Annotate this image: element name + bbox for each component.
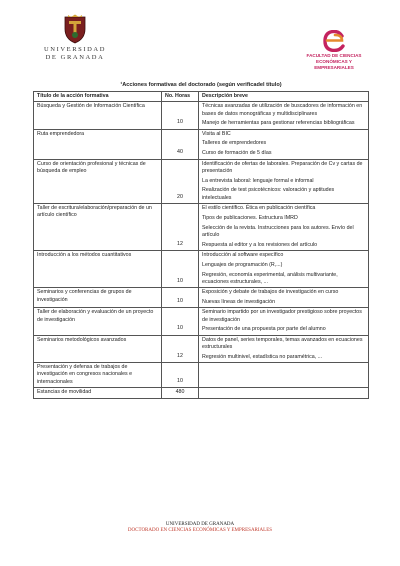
table-row — [34, 102, 369, 129]
table-row — [34, 335, 369, 362]
description-item: Presentación de una propuesta por parte del alumno — [202, 326, 326, 333]
training-actions-table — [33, 91, 369, 399]
description-item: Seminario impartido por un investigador prestigioso sobre proyectos de investigación — [202, 309, 362, 323]
table-header-row — [34, 92, 369, 102]
table-row — [34, 363, 369, 388]
action-title: Introducción a los métodos cuantitativos — [34, 251, 162, 288]
action-hours: 480 — [162, 388, 199, 399]
description-item: Realización de test psicotécnicos: valoración y aptitudes intelectuales — [202, 187, 335, 201]
action-hours: 10 — [162, 102, 199, 129]
action-hours: 10 — [162, 308, 199, 335]
action-hours: 12 — [162, 335, 199, 362]
description-item: Talleres de emprendedores — [202, 140, 267, 147]
action-title: Presentación y defensa de trabajos de investigación en congresos nacionales e internacionales — [34, 363, 162, 388]
footer-university: UNIVERSIDAD DE GRANADA — [165, 522, 235, 527]
action-description — [199, 388, 369, 399]
description-item: Lenguajes de programación (R,...) — [202, 261, 283, 268]
description-item: Manejo de herramientas para gestionar referencias bibliográficas — [202, 120, 355, 127]
description-item: La entrevista laboral: lenguaje formal e informal — [202, 177, 314, 184]
page-footer — [0, 522, 400, 535]
action-title: Estancias de movilidad — [34, 388, 162, 399]
description-item: Introducción al software específico — [202, 252, 284, 259]
action-hours: 10 — [162, 363, 199, 388]
action-title: Taller de escritura/elaboración/preparación de un artículo científico — [34, 204, 162, 251]
table-row — [34, 129, 369, 159]
description-item: Curso de formación de 5 días — [202, 150, 272, 157]
description-item: Respuesta al editor y a los revisiones del artículo — [202, 241, 318, 248]
university-name: UNIVERSIDAD DE GRANADA — [43, 46, 106, 61]
action-description — [199, 129, 369, 159]
action-title: Seminarios metodológicos avanzados — [34, 335, 162, 362]
action-description — [199, 102, 369, 129]
description-item: Selección de la revista. Instrucciones para los autores. Envío del artículo — [202, 224, 354, 238]
description-item: Técnicas avanzadas de utilización de buscadores de información en bases de datos monográficas y multidisciplinares — [202, 103, 363, 117]
description-item: Identificación de ofertas de laborales. Preparación de Cv y cartas de presentación — [202, 160, 363, 174]
faculty-name-line-2: ECONÓMICAS Y EMPRESARIALES — [314, 59, 354, 70]
action-hours: 12 — [162, 204, 199, 251]
faculty-e-mark-icon — [322, 30, 346, 52]
action-title: Ruta emprendedora — [34, 129, 162, 159]
description-item: Datos de panel, series temporales, temas avanzados en ecuaciones estructurales — [202, 336, 363, 351]
description-item: Exposición y debate de trabajos de investigación en curso — [202, 289, 339, 296]
description-item: Nuevas líneas de investigación — [202, 299, 276, 306]
table-row — [34, 159, 369, 203]
description-item: Tipos de publicaciones. Estructura IMRD — [202, 214, 298, 221]
description-item: Regresión, economía experimental, análisis multivariante, ecuaciones estructurales, ... — [202, 271, 338, 285]
faculty-name-line-1: FACULTAD DE CIENCIAS — [306, 53, 362, 58]
university-crest-icon — [62, 14, 88, 44]
action-description — [199, 159, 369, 203]
column-header-description: Descripción breve — [199, 92, 369, 102]
table-title: ¹Acciones formativas del doctorado (según verificadel título) — [120, 82, 282, 88]
column-header-hours: No. Horas — [162, 92, 199, 102]
action-description — [199, 308, 369, 335]
table-body — [34, 102, 369, 399]
action-title: Taller de elaboración y evaluación de un proyecto de investigación — [34, 308, 162, 335]
action-description — [199, 335, 369, 362]
table-row — [34, 204, 369, 251]
table-row — [34, 251, 369, 288]
column-header-title: Título de la acción formativa — [34, 92, 162, 102]
action-title: Curso de orientación profesional y técnicas de búsqueda de empleo — [34, 159, 162, 203]
description-item: Visita al BIC — [202, 130, 231, 137]
table-row — [34, 308, 369, 335]
university-logo — [40, 14, 110, 62]
action-hours: 10 — [162, 251, 199, 288]
action-description — [199, 288, 369, 308]
action-hours: 10 — [162, 288, 199, 308]
action-hours: 20 — [162, 159, 199, 203]
table-row — [34, 388, 369, 399]
action-title: Seminarios y conferencias de grupos de investigación — [34, 288, 162, 308]
description-item: Regresión multinivel, estadística no paramétrica, ... — [202, 353, 323, 360]
action-description — [199, 204, 369, 251]
table-row — [34, 288, 369, 308]
action-hours: 40 — [162, 129, 199, 159]
action-title: Búsqueda y Gestión de Información Científica — [34, 102, 162, 129]
action-description — [199, 363, 369, 388]
faculty-logo — [298, 30, 370, 70]
footer-program: DOCTORADO EN CIENCIAS ECONÓMICAS Y EMPRESARIALES — [127, 528, 273, 534]
description-item: El estilo científico. Ética en publicación científica — [202, 205, 316, 212]
action-description — [199, 251, 369, 288]
